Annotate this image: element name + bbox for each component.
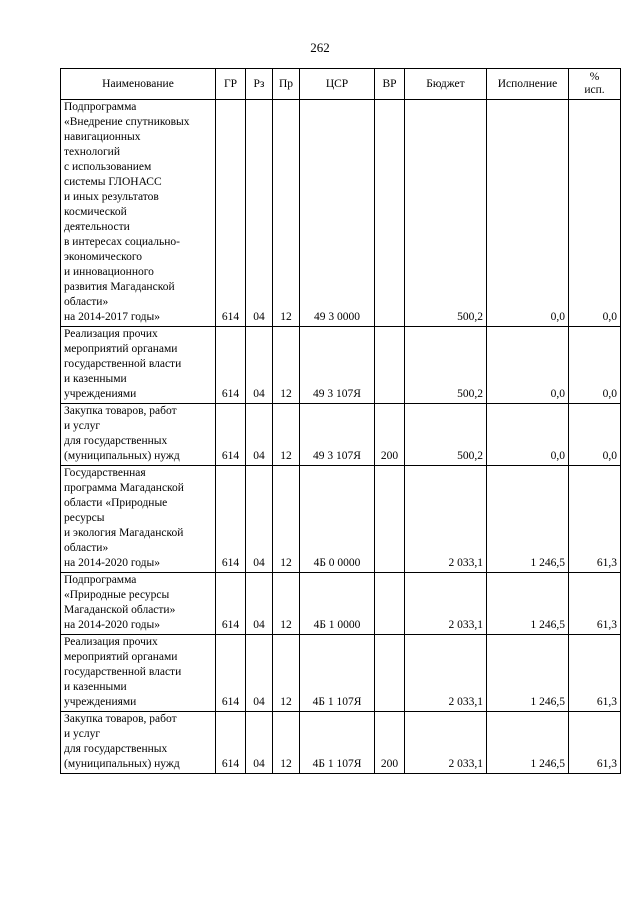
header-rz: Рз — [246, 69, 273, 100]
cell-rz: 04 — [246, 100, 273, 327]
cell-execution: 0,0 — [487, 100, 569, 327]
cell-rz: 04 — [246, 573, 273, 635]
cell-gr: 614 — [216, 404, 246, 466]
cell-csr: 4Б 1 0000 — [300, 573, 375, 635]
header-percent — [569, 69, 621, 100]
header-pr: Пр — [273, 69, 300, 100]
header-csr: ЦСР — [300, 69, 375, 100]
cell-csr: 49 3 107Я — [300, 404, 375, 466]
cell-name: Подпрограмма «Природные ресурсы Магаданской области» на 2014-2020 годы» — [61, 573, 216, 635]
cell-vr — [375, 466, 405, 573]
cell-vr — [375, 635, 405, 712]
cell-percent: 61,3 — [569, 573, 621, 635]
cell-pr: 12 — [273, 404, 300, 466]
cell-execution: 1 246,5 — [487, 635, 569, 712]
cell-pr: 12 — [273, 712, 300, 774]
cell-execution: 1 246,5 — [487, 712, 569, 774]
cell-rz: 04 — [246, 466, 273, 573]
cell-execution: 1 246,5 — [487, 466, 569, 573]
cell-csr: 4Б 1 107Я — [300, 712, 375, 774]
cell-name: Закупка товаров, работ и услуг для государственных (муниципальных) нужд — [61, 712, 216, 774]
header-vr: ВР — [375, 69, 405, 100]
cell-budget: 2 033,1 — [405, 712, 487, 774]
cell-percent: 0,0 — [569, 404, 621, 466]
table-row — [61, 573, 621, 635]
cell-pr: 12 — [273, 573, 300, 635]
cell-budget: 2 033,1 — [405, 573, 487, 635]
table-row — [61, 712, 621, 774]
cell-vr — [375, 100, 405, 327]
table-row — [61, 100, 621, 327]
cell-percent: 61,3 — [569, 466, 621, 573]
cell-percent: 0,0 — [569, 100, 621, 327]
cell-budget: 2 033,1 — [405, 635, 487, 712]
cell-gr: 614 — [216, 573, 246, 635]
cell-name: Государственная программа Магаданской области «Природные ресурсы и экология Магаданской области» на 2014-2020 годы» — [61, 466, 216, 573]
cell-budget: 2 033,1 — [405, 466, 487, 573]
header-execution: Исполнение — [487, 69, 569, 100]
cell-percent: 61,3 — [569, 635, 621, 712]
cell-pr: 12 — [273, 466, 300, 573]
cell-rz: 04 — [246, 712, 273, 774]
cell-rz: 04 — [246, 327, 273, 404]
cell-execution: 0,0 — [487, 404, 569, 466]
page-number: 262 — [310, 40, 330, 55]
budget-table — [60, 68, 621, 774]
cell-percent: 61,3 — [569, 712, 621, 774]
cell-gr: 614 — [216, 712, 246, 774]
cell-gr: 614 — [216, 327, 246, 404]
cell-percent: 0,0 — [569, 327, 621, 404]
cell-csr: 49 3 107Я — [300, 327, 375, 404]
cell-pr: 12 — [273, 635, 300, 712]
cell-vr — [375, 573, 405, 635]
cell-budget: 500,2 — [405, 100, 487, 327]
header-budget: Бюджет — [405, 69, 487, 100]
cell-csr: 49 3 0000 — [300, 100, 375, 327]
table-row — [61, 635, 621, 712]
cell-name: Реализация прочих мероприятий органами государственной власти и казенными учреждениями — [61, 327, 216, 404]
header-percent-symbol: % — [589, 71, 600, 83]
cell-vr: 200 — [375, 712, 405, 774]
cell-csr: 4Б 0 0000 — [300, 466, 375, 573]
table-row — [61, 466, 621, 573]
table-body — [61, 100, 621, 774]
cell-gr: 614 — [216, 466, 246, 573]
cell-gr: 614 — [216, 635, 246, 712]
cell-execution: 0,0 — [487, 327, 569, 404]
cell-name: Подпрограмма «Внедрение спутниковых навигационных технологий с использованием системы ГЛОНАСС и иных результатов космической деятельности в интересах социально-экономического и инновационного развития Магаданской области» на 2014-2017 годы» — [61, 100, 216, 327]
cell-name: Закупка товаров, работ и услуг для государственных (муниципальных) нужд — [61, 404, 216, 466]
table-row — [61, 404, 621, 466]
header-gr: ГР — [216, 69, 246, 100]
cell-pr: 12 — [273, 100, 300, 327]
cell-csr: 4Б 1 107Я — [300, 635, 375, 712]
cell-pr: 12 — [273, 327, 300, 404]
table-row — [61, 327, 621, 404]
cell-budget: 500,2 — [405, 327, 487, 404]
cell-rz: 04 — [246, 404, 273, 466]
cell-budget: 500,2 — [405, 404, 487, 466]
cell-vr — [375, 327, 405, 404]
header-name: Наименование — [61, 69, 216, 100]
cell-vr: 200 — [375, 404, 405, 466]
cell-execution: 1 246,5 — [487, 573, 569, 635]
header-percent-label: исп. — [584, 84, 605, 96]
cell-name: Реализация прочих мероприятий органами государственной власти и казенными учреждениями — [61, 635, 216, 712]
table-header-row — [61, 69, 621, 100]
cell-gr: 614 — [216, 100, 246, 327]
cell-rz: 04 — [246, 635, 273, 712]
